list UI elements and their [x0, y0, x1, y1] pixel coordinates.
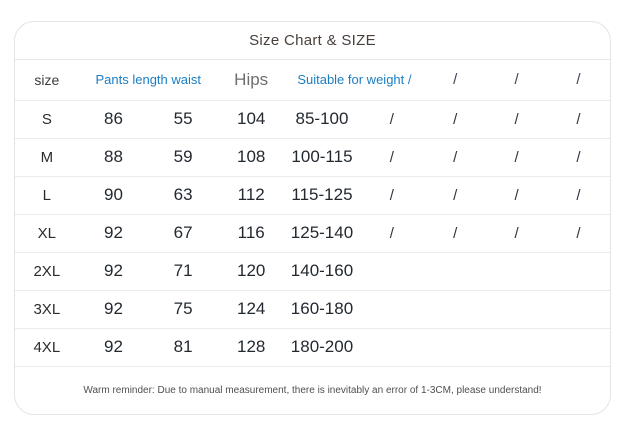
value-cell: 92 — [79, 252, 149, 290]
value-cell: 63 — [148, 176, 218, 214]
size-table-body — [15, 100, 610, 366]
value-cell: 67 — [148, 214, 218, 252]
value-cell — [486, 290, 547, 328]
table-row — [15, 252, 610, 290]
slash-cell: / — [424, 100, 486, 138]
col-header-slash-1: / — [424, 60, 486, 100]
size-cell: XL — [15, 214, 79, 252]
value-cell — [359, 328, 424, 366]
slash-cell: / — [547, 176, 610, 214]
value-cell — [547, 328, 610, 366]
value-cell: 100-115 — [285, 138, 360, 176]
slash-cell: / — [424, 214, 486, 252]
footer-reminder: Warm reminder: Due to manual measurement, there is inevitably an error of 1-3CM, please understand! — [83, 384, 542, 396]
value-cell: 108 — [218, 138, 285, 176]
value-cell: 90 — [79, 176, 149, 214]
slash-cell: / — [547, 138, 610, 176]
value-cell — [486, 252, 547, 290]
value-cell: 92 — [79, 290, 149, 328]
value-cell: 125-140 — [285, 214, 360, 252]
size-cell: 4XL — [15, 328, 79, 366]
slash-cell: / — [486, 138, 547, 176]
value-cell: 92 — [79, 214, 149, 252]
value-cell: 115-125 — [285, 176, 360, 214]
size-cell: L — [15, 176, 79, 214]
size-cell: S — [15, 100, 79, 138]
value-cell: 104 — [218, 100, 285, 138]
col-header-size: size — [15, 60, 79, 100]
value-cell: 59 — [148, 138, 218, 176]
table-row — [15, 176, 610, 214]
value-cell — [547, 290, 610, 328]
table-row — [15, 138, 610, 176]
value-cell — [424, 290, 486, 328]
table-header-row — [15, 60, 610, 100]
slash-cell: / — [547, 214, 610, 252]
table-row — [15, 290, 610, 328]
value-cell: 128 — [218, 328, 285, 366]
slash-cell: / — [359, 176, 424, 214]
col-header-hips: Hips — [218, 60, 285, 100]
value-cell: 88 — [79, 138, 149, 176]
value-cell — [424, 252, 486, 290]
value-cell: 140-160 — [285, 252, 360, 290]
slash-cell: / — [424, 176, 486, 214]
value-cell: 160-180 — [285, 290, 360, 328]
slash-cell: / — [486, 100, 547, 138]
value-cell: 92 — [79, 328, 149, 366]
value-cell: 85-100 — [285, 100, 360, 138]
col-header-suitable-weight: Suitable for weight / — [285, 60, 425, 100]
value-cell: 116 — [218, 214, 285, 252]
size-table — [15, 60, 610, 367]
value-cell: 124 — [218, 290, 285, 328]
value-cell: 75 — [148, 290, 218, 328]
table-row — [15, 328, 610, 366]
value-cell: 86 — [79, 100, 149, 138]
size-chart-title: Size Chart & SIZE — [15, 22, 610, 60]
size-cell: M — [15, 138, 79, 176]
size-chart-card — [14, 21, 611, 415]
value-cell: 81 — [148, 328, 218, 366]
slash-cell: / — [424, 138, 486, 176]
value-cell — [359, 252, 424, 290]
value-cell: 55 — [148, 100, 218, 138]
value-cell — [359, 290, 424, 328]
size-cell: 2XL — [15, 252, 79, 290]
slash-cell: / — [486, 176, 547, 214]
value-cell — [424, 328, 486, 366]
slash-cell: / — [359, 214, 424, 252]
value-cell: 180-200 — [285, 328, 360, 366]
value-cell — [486, 328, 547, 366]
value-cell — [547, 252, 610, 290]
value-cell: 71 — [148, 252, 218, 290]
slash-cell: / — [486, 214, 547, 252]
slash-cell: / — [359, 138, 424, 176]
col-header-slash-3: / — [547, 60, 610, 100]
slash-cell: / — [359, 100, 424, 138]
col-header-pants-length-waist: Pants length waist — [79, 60, 218, 100]
table-row — [15, 100, 610, 138]
value-cell: 120 — [218, 252, 285, 290]
col-header-slash-2: / — [486, 60, 547, 100]
slash-cell: / — [547, 100, 610, 138]
size-cell: 3XL — [15, 290, 79, 328]
table-row — [15, 214, 610, 252]
value-cell: 112 — [218, 176, 285, 214]
